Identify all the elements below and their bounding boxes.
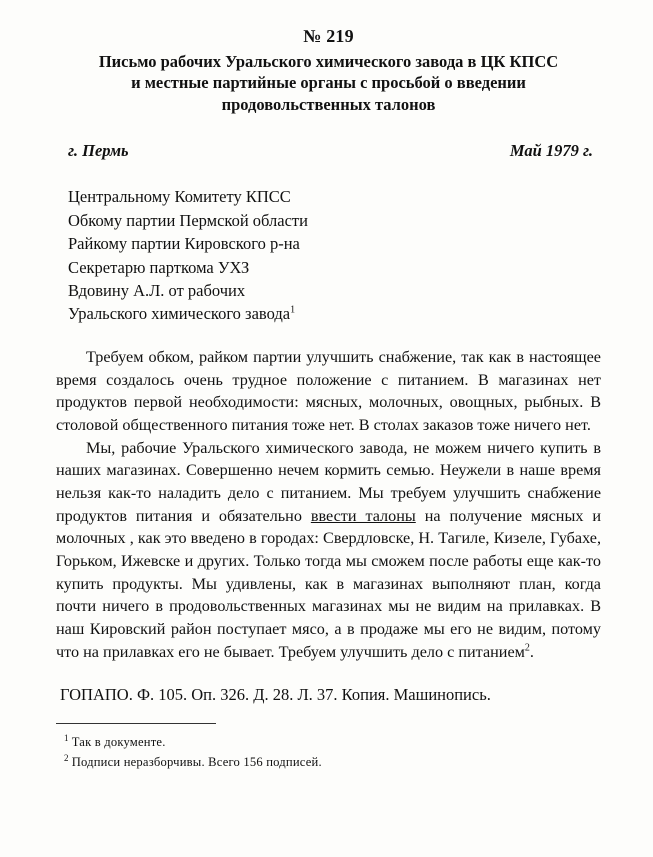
document-body: [56, 346, 601, 663]
footnote-1: [64, 733, 601, 753]
addressee-block: [56, 185, 601, 326]
footnote-1-marker: 1: [64, 733, 69, 744]
footnotes-block: [56, 733, 601, 772]
document-title-line-2: и местные партийные органы с просьбой о введении: [131, 73, 526, 93]
document-meta-row: [56, 141, 601, 161]
document-place: г. Пермь: [68, 141, 129, 161]
paragraph-2-tail: .: [529, 642, 534, 661]
archive-reference: ГОПАПО. Ф. 105. Оп. 326. Д. 28. Л. 37. Копия. Машинопись.: [60, 685, 491, 705]
addressee-line-5: Вдовину А.Л. от рабочих: [68, 281, 246, 300]
document-number: № 219: [303, 26, 354, 46]
paragraph-2-after-underline: на получение мясных и молочных , как это введено в городах: Свердловске, Н. Тагиле, Кизеле, Губахе, Горьком, Ижевске и других. Только тогда мы сможем после работы еще как-то купить продукты. Мы удивлены, как в магазинах выполняют план, когда почти ничего в продовольственных магазинах мы не видим на прилавках. В наш Кировский район поступает мясо, а в продаже мы его не видим, потому что на прилавках его не бывает. Требуем улучшить дело с питанием: [56, 506, 602, 661]
body-paragraph-1: Требуем обком, райком партии улучшить снабжение, так как в настоящее время создалось очень трудное положение с питанием. В магазинах нет продуктов первой необходимости: мясных, молочных, овощных, рыбных. В столовой общественного питания тоже нет. В столах заказов тоже ничего нет.: [56, 347, 601, 434]
addressee-line-1: Центральному Комитету КПСС: [68, 187, 291, 207]
addressee-line-2: Обкому партии Пермской области: [68, 210, 308, 230]
addressee-line-6: [68, 302, 601, 325]
body-paragraph-2: [56, 437, 601, 664]
footnote-2-text: Подписи неразборчивы. Всего 156 подписей.: [71, 754, 322, 769]
paragraph-2-footnote-marker: 2: [524, 642, 530, 654]
footnote-divider: [56, 723, 216, 724]
addressee-line-4: Секретарю парткома УХЗ: [68, 257, 250, 277]
paragraph-2-before-underline: Мы, рабочие Уральского химического завода, не можем ничего купить в наших магазинах. Совершенно нечем кормить семью. Неужели в наше время нельзя как-то наладить дело с питанием. Мы требуем улучшить снабжение продуктов питания и обязательно: [56, 438, 601, 525]
footnote-2: [64, 753, 601, 773]
paragraph-2-underlined-phrase: ввести талоны: [310, 506, 416, 525]
document-title-line-1: Письмо рабочих Уральского химического завода в ЦК КПСС: [98, 52, 559, 71]
addressee-line-3: Райкому партии Кировского р-на: [68, 234, 300, 254]
addressee-line-6-text: Уральского химического завода: [68, 304, 291, 324]
addressee-footnote-marker: 1: [290, 304, 296, 316]
footnote-1-text: Так в документе.: [71, 735, 166, 750]
footnote-2-marker: 2: [64, 752, 69, 763]
document-date: Май 1979 г.: [509, 141, 593, 161]
document-title: [62, 51, 595, 115]
document-title-line-3: продовольственных талонов: [221, 94, 436, 114]
